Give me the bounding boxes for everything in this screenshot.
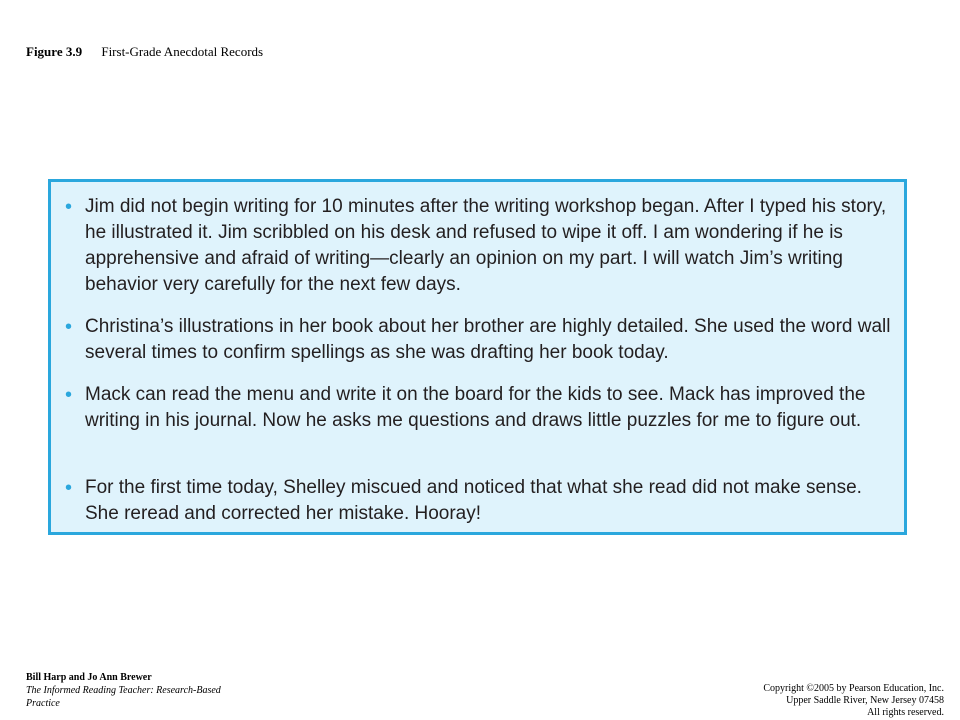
citation-authors: Bill Harp and Jo Ann Brewer	[26, 672, 152, 683]
copyright-notice	[763, 683, 944, 719]
record-item	[65, 475, 891, 527]
record-text: Mack can read the menu and write it on the board for the kids to see. Mack has improved the writing in his journal. Now he asks me questions and draws little puzzles for me to figure out.	[85, 384, 866, 431]
record-text: For the first time today, Shelley miscued and noticed that what she read did not make sense. She reread and corrected her mistake. Hooray!	[85, 477, 862, 524]
figure-title	[26, 44, 263, 60]
record-text: Jim did not begin writing for 10 minutes after the writing workshop began. After I typed his story, he illustrated it. Jim scribbled on his desk and refused to wipe it off. I am wondering if he is apprehensive and afraid of writing—clearly an opinion on my part. I will watch Jim’s writing behavior very carefully for the next few days.	[85, 196, 887, 295]
bullet-icon: •	[65, 477, 73, 499]
record-item	[65, 314, 891, 366]
record-item	[65, 382, 891, 434]
bullet-icon: •	[65, 316, 73, 338]
figure-number: Figure 3.9	[26, 44, 83, 59]
citation-book-title: The Informed Reading Teacher: Research-Based Practice	[26, 685, 221, 709]
record-item	[65, 194, 891, 298]
record-text: Christina’s illustrations in her book about her brother are highly detailed. She used the word wall several times to confirm spellings as she was drafting her book today.	[85, 316, 891, 363]
bullet-icon: •	[65, 384, 73, 406]
copyright-line: Copyright ©2005 by Pearson Education, Inc.	[763, 683, 944, 694]
bullet-icon: •	[65, 196, 73, 218]
citation	[26, 671, 246, 710]
figure-caption: First-Grade Anecdotal Records	[101, 44, 264, 59]
publisher-address: Upper Saddle River, New Jersey 07458	[786, 695, 944, 706]
rights-line: All rights reserved.	[867, 707, 944, 718]
anecdotal-records-box	[48, 179, 907, 535]
